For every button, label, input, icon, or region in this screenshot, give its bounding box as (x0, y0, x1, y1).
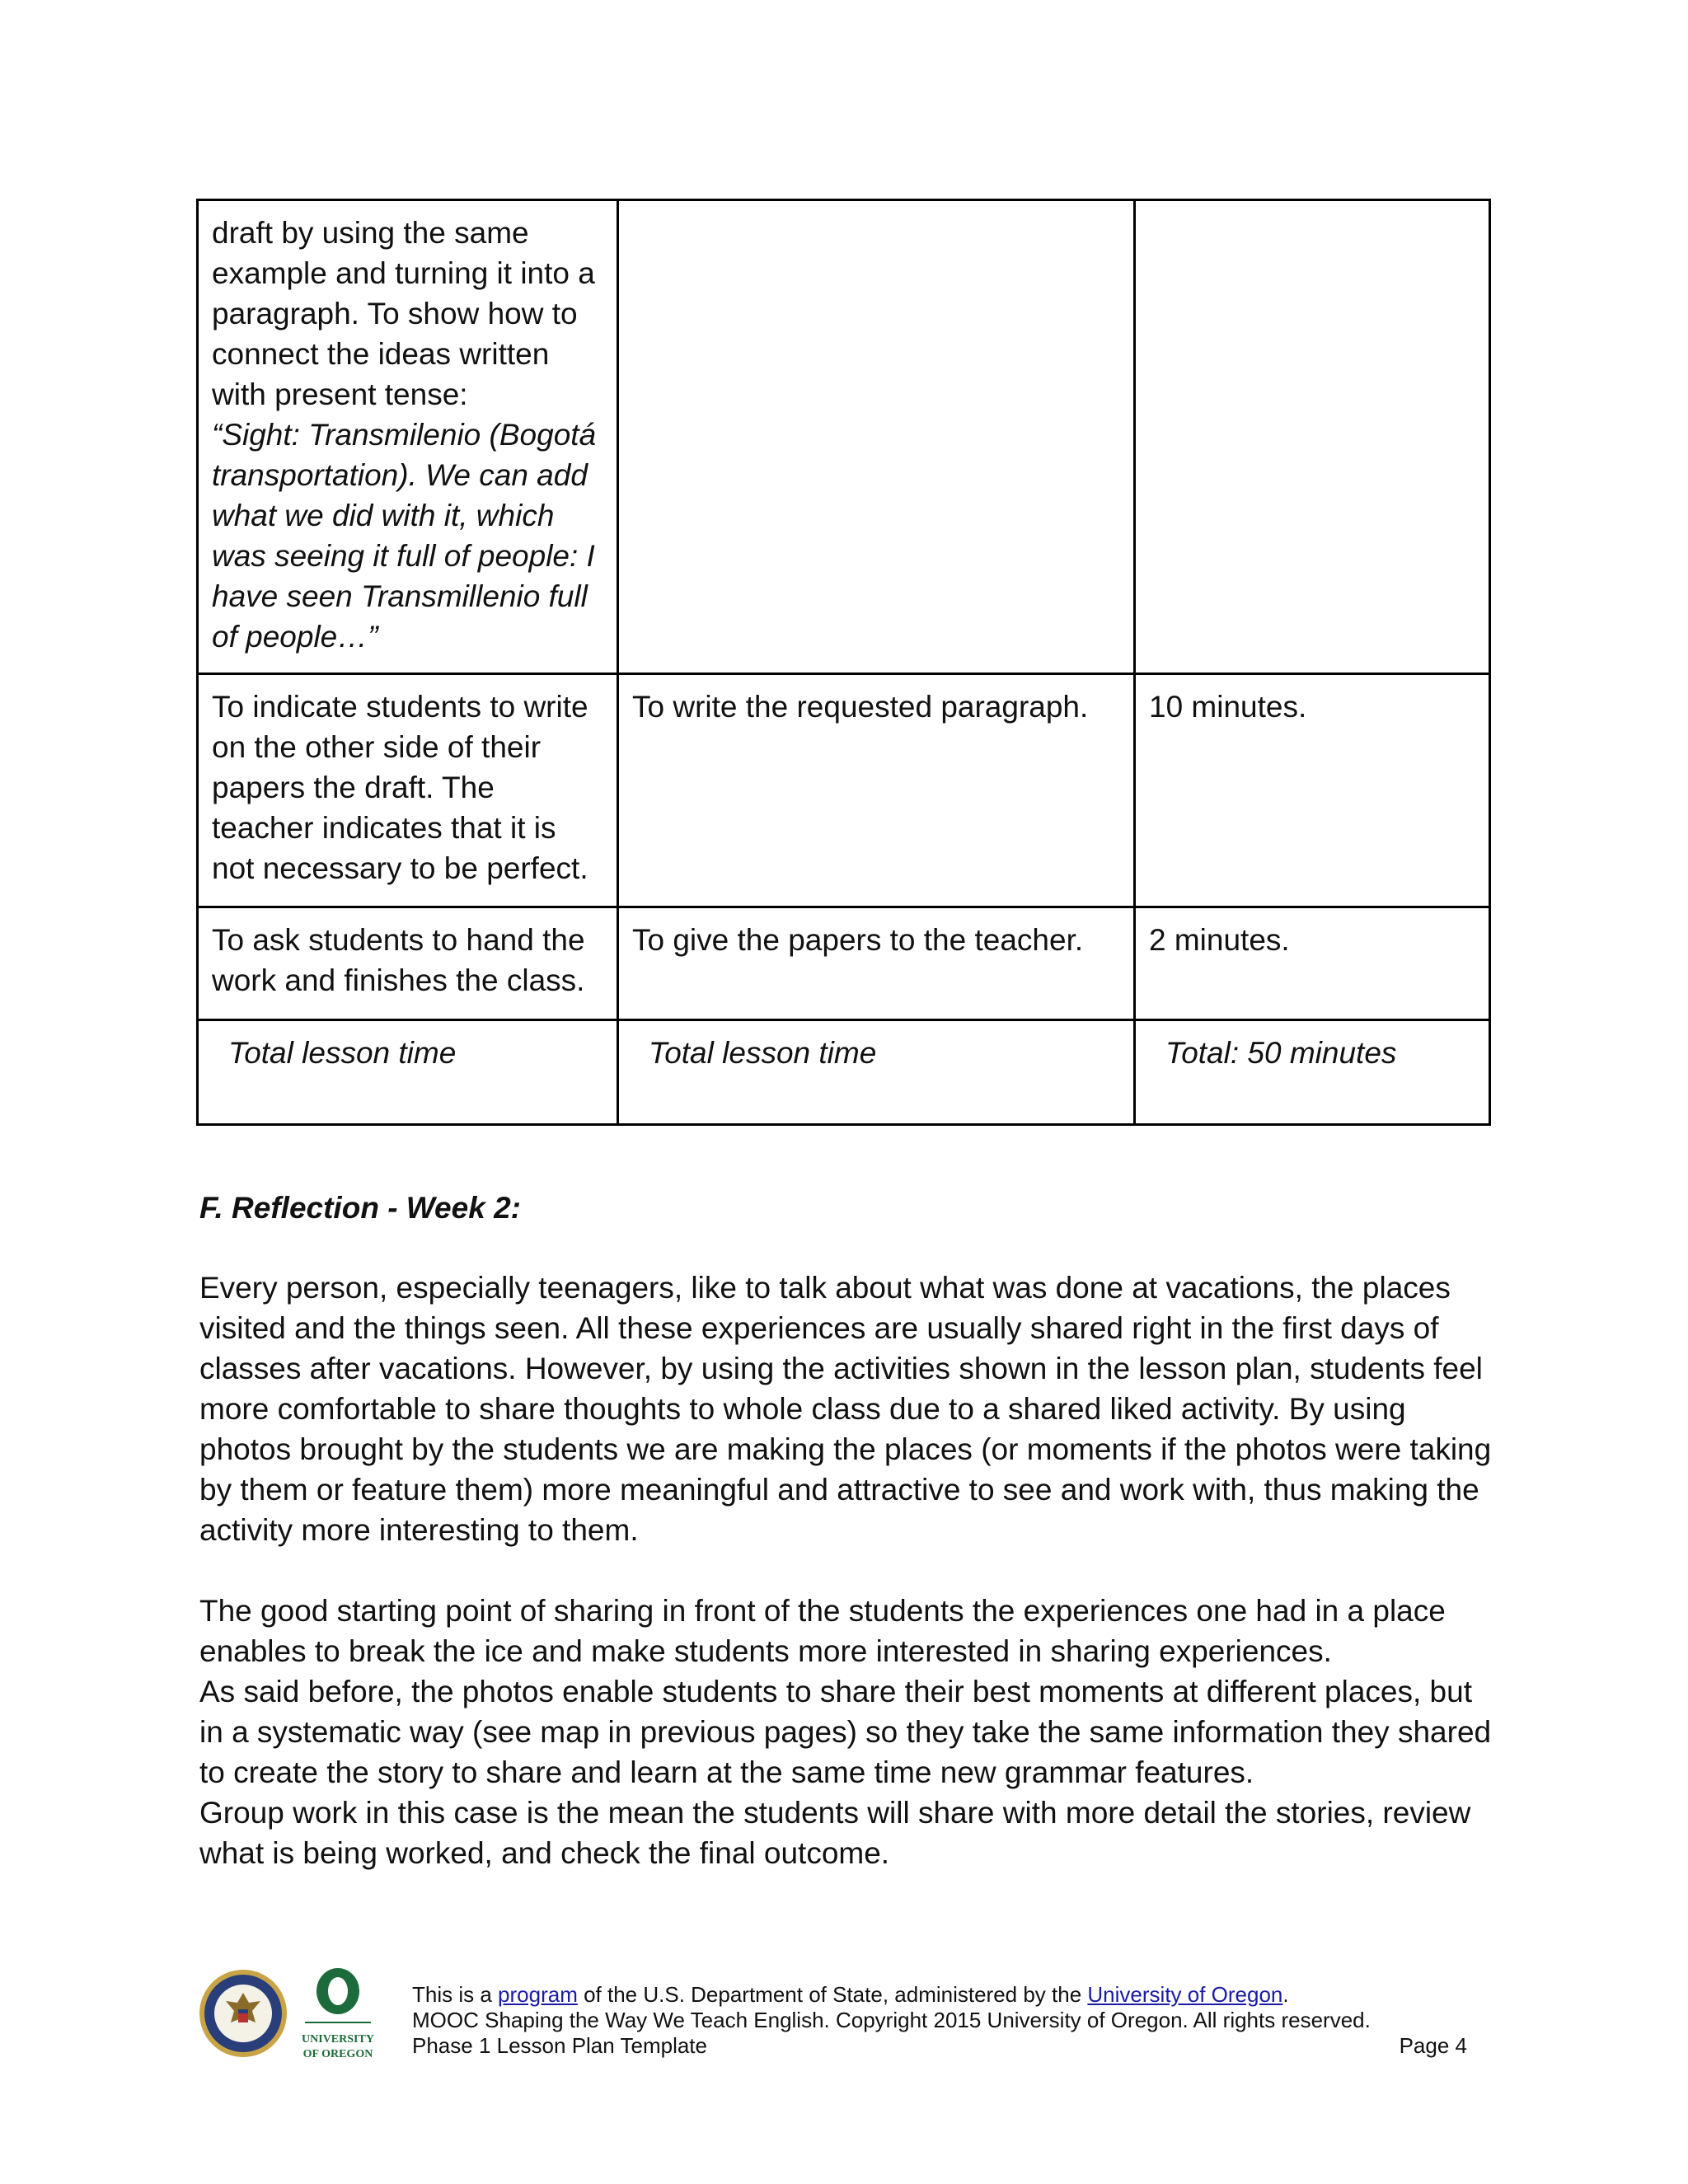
footer-copyright: MOOC Shaping the Way We Teach English. Copyright 2015 University of Oregon. All rights reserved. (412, 2008, 1371, 2032)
example-quote: “Sight: Transmilenio (Bogotá transportation). We can add what we did with it, which was seeing it full of people: I have seen Transmillenio full of people…” (212, 418, 597, 654)
reflection-paragraph (199, 1591, 1502, 1873)
table-row-total (198, 1020, 1490, 1125)
department-of-state-seal-icon (198, 1968, 288, 2059)
reflection-line: As said before, the photos enable students to share their best moments at different places, but in a systematic way (see map in previous pages) so they take the same information they shared to create the story to share and learn at the same time new grammar features. (199, 1675, 1492, 1789)
lesson-plan-table (196, 199, 1491, 1126)
reflection-heading: F. Reflection - Week 2: (199, 1191, 521, 1225)
university-of-oregon-link[interactable]: University of Oregon (1087, 1982, 1283, 2007)
total-label: Total lesson time (228, 1036, 457, 1070)
time-cell: 2 minutes. (1135, 907, 1490, 1020)
total-cell (1135, 1020, 1490, 1125)
page-footer (412, 1982, 1467, 2059)
teacher-activity-cell: To indicate students to write on the other side of their papers the draft. The teacher indicates that it is not necessary to be perfect. (198, 674, 618, 907)
footer-line (412, 2033, 1467, 2059)
time-cell: 10 minutes. (1135, 674, 1490, 907)
reflection-line: Group work in this case is the mean the students will share with more detail the stories, review what is being worked, and check the final outcome. (199, 1796, 1471, 1870)
student-activity-cell: To write the requested paragraph. (618, 674, 1135, 907)
page-number: Page 4 (1399, 2033, 1467, 2058)
table-row (198, 674, 1490, 907)
table-row (198, 907, 1490, 1020)
total-cell (198, 1020, 618, 1125)
student-activity-cell: To give the papers to the teacher. (618, 907, 1135, 1020)
uo-logo-text: UNIVERSITY (302, 2033, 374, 2046)
teacher-activity-cell: To ask students to hand the work and finishes the class. (198, 907, 618, 1020)
reflection-line: The good starting point of sharing in front of the students the experiences one had in a place enables to break the ice and make students more interested in sharing experiences. (199, 1594, 1446, 1668)
footer-text: . (1282, 1982, 1289, 2007)
table-row (198, 200, 1490, 674)
total-cell (618, 1020, 1135, 1125)
total-value: Total: 50 minutes (1165, 1036, 1397, 1070)
total-label: Total lesson time (649, 1036, 877, 1070)
template-name: Phase 1 Lesson Plan Template (412, 2033, 707, 2058)
cell-text: draft by using the same example and turning it into a paragraph. To show how to connect the ideas written with present tense: (212, 216, 595, 411)
footer-text: of the U.S. Department of State, administered by the (577, 1982, 1088, 2007)
program-link[interactable]: program (498, 1982, 578, 2007)
reflection-paragraph: Every person, especially teenagers, like to talk about what was done at vacations, the places visited and the things seen. All these experiences are usually shared right in the first days of classes after vacations. However, by using the activities shown in the lesson plan, students feel more comfortable to share thoughts to whole class due to a shared liked activity. By using photos brought by the students we are making the places (or moments if the photos were taking by them or feature them) more meaningful and attractive to see and work with, thus making the activity more interesting to them. (199, 1271, 1492, 1547)
footer-text: This is a (412, 1982, 499, 2007)
teacher-activity-cell (198, 200, 618, 674)
uo-logo-text: OF OREGON (302, 2048, 373, 2060)
footer-line (412, 1982, 1467, 2008)
university-of-oregon-logo-icon (300, 1966, 376, 2065)
time-cell (1135, 200, 1490, 674)
student-activity-cell (618, 200, 1135, 674)
